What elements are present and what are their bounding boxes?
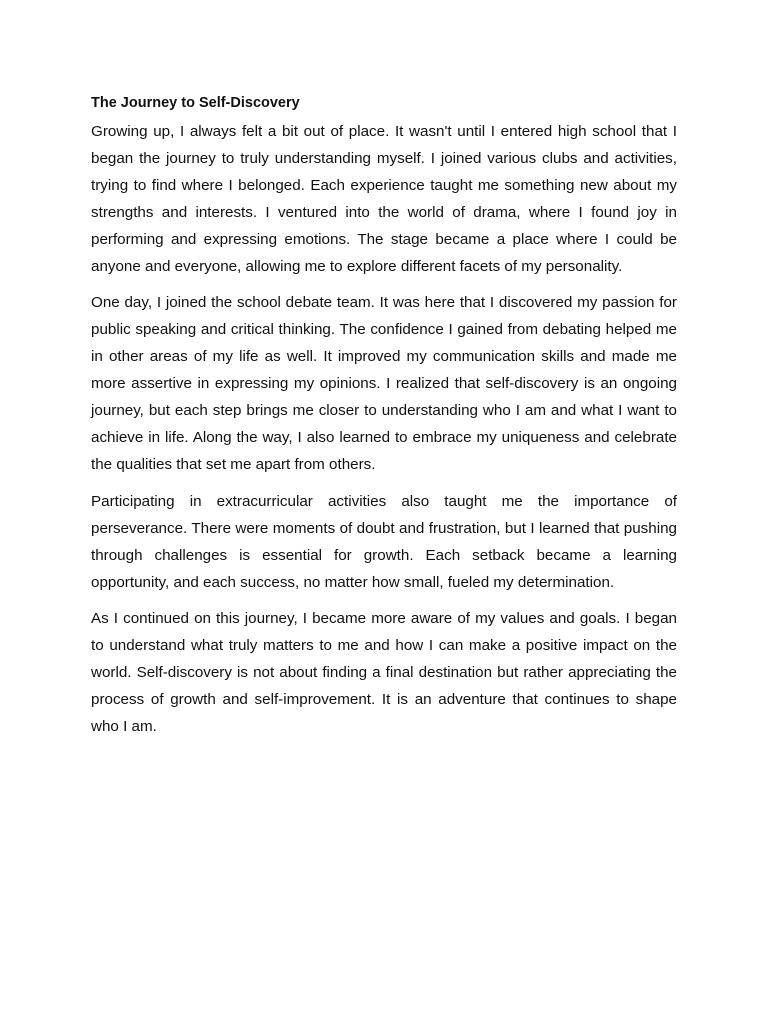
- paragraph-4: As I continued on this journey, I became more aware of my values and goals. I began to understand what truly matters to me and how I can make a positive impact on the world. Self-discovery is not about finding a final destination but rather appreciating the process of growth and self-improvement. It is an adventure that continues to shape who I am.: [91, 610, 677, 736]
- paragraph-1: Growing up, I always felt a bit out of place. It wasn't until I entered high school that I began the journey to truly understanding myself. I joined various clubs and activities, trying to find where I belonged. Each experience taught me something new about my strengths and interests. I ventured into the world of drama, where I found joy in performing and expressing emotions. The stage became a place where I could be anyone and everyone, allowing me to explore different facets of my personality.: [91, 123, 677, 275]
- document-body: [91, 92, 677, 751]
- paragraph-2: One day, I joined the school debate team. It was here that I discovered my passion for public speaking and critical thinking. The confidence I gained from debating helped me in other areas of my life as well. It improved my communication skills and made me more assertive in expressing my opinions. I realized that self-discovery is an ongoing journey, but each step brings me closer to understanding who I am and what I want to achieve in life. Along the way, I also learned to embrace my uniqueness and celebrate the qualities that set me apart from others.: [91, 294, 677, 473]
- paragraph-3: Participating in extracurricular activities also taught me the importance of perseverance. There were moments of doubt and frustration, but I learned that pushing through challenges is essential for growth. Each setback became a learning opportunity, and each success, no matter how small, fueled my determination.: [91, 492, 677, 591]
- document-title: The Journey to Self-Discovery: [91, 95, 300, 111]
